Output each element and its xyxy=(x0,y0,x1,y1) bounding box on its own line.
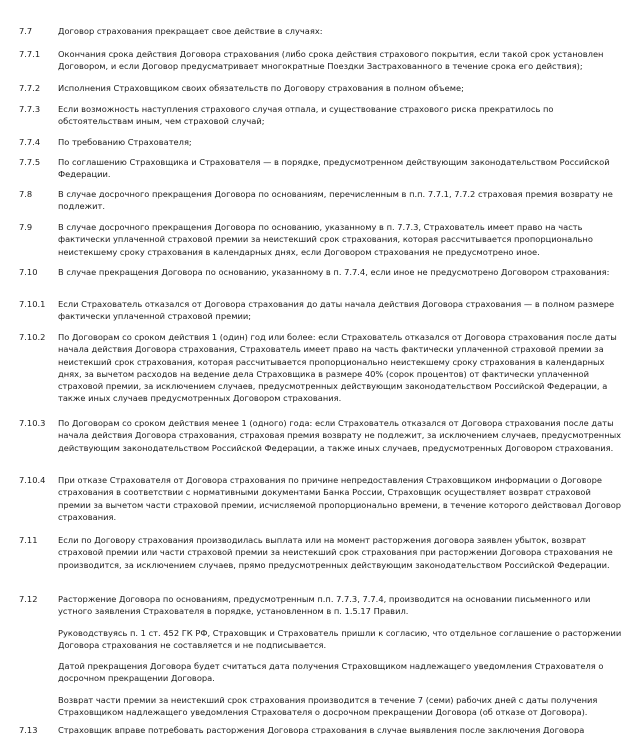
clause-text xyxy=(58,156,625,181)
clause-7-11 xyxy=(0,534,640,571)
clause-number: 7.7.5 xyxy=(19,157,41,167)
clause-number: 7.12 xyxy=(19,594,38,604)
clause-7-8 xyxy=(0,188,640,213)
clause-paragraph: Окончания срока действия Договора страхования (либо срока действия страхового покрытия, если такой срок установлен Договором, и если Договор предусматривает многократные Поездки Застрахованного в течение срока его действия); xyxy=(58,49,604,72)
clause-number: 7.10.3 xyxy=(19,418,46,428)
clause-number: 7.7.2 xyxy=(19,83,41,93)
clause-text xyxy=(58,534,625,571)
clause-7-10-1 xyxy=(0,298,640,323)
clause-7-9 xyxy=(0,221,640,258)
clause-number: 7.13 xyxy=(19,725,38,734)
clause-text xyxy=(58,103,625,128)
clause-number: 7.10.2 xyxy=(19,332,46,342)
clause-7-7-5 xyxy=(0,156,640,181)
clause-paragraph: В случае досрочного прекращения Договора по основаниям, перечисленным в п.п. 7.7.1, 7.7.2 страховая премия возврату не подлежит. xyxy=(58,189,613,212)
clause-number: 7.10.4 xyxy=(19,475,46,485)
clause-paragraph: В случае прекращения Договора по основанию, указанному в п. 7.7.4, если иное не предусмотрено Договором страхования: xyxy=(58,267,610,277)
clause-paragraph: Если возможность наступления страхового случая отпала, и существование страхового риска прекратилось по обстоятельствам иным, чем страховой случай; xyxy=(58,104,554,127)
clause-text xyxy=(58,136,625,148)
clause-paragraph: Датой прекращения Договора будет считаться дата получения Страховщиком надлежащего уведомления Страхователя о досрочном прекращении Договора. xyxy=(58,661,604,684)
clause-paragraph: По требованию Страхователя; xyxy=(58,137,192,147)
clause-7-7-3 xyxy=(0,103,640,128)
clause-7-10-4 xyxy=(0,474,640,523)
clause-number: 7.7.1 xyxy=(19,49,41,59)
clause-paragraph: Страховщик вправе потребовать расторжения Договора страхования в случае выявления после заключения Договора xyxy=(58,725,585,734)
clause-paragraph: Расторжение Договора по основаниям, предусмотренным п.п. 7.7.3, 7.7.4, производится на основании письменного или устного заявления Страхователя в порядке, установленном в п. 1.5.17 Правил. xyxy=(58,594,591,617)
clause-number: 7.8 xyxy=(19,189,33,199)
clause-paragraph: Руководствуясь п. 1 ст. 452 ГК РФ, Страховщик и Страхователь пришли к согласию, что отдельное соглашение о расторжении Договора страхования не составляется и не подписывается. xyxy=(58,627,622,650)
clause-paragraph: Возврат части премии за неистекший срок страхования производится в течение 7 (семи) рабочих дней с даты получения Страховщиком надлежащего уведомления Страхователя о досрочном прекращении Договора (об отказе от Договора). xyxy=(58,694,598,718)
clause-number: 7.7.3 xyxy=(19,104,41,114)
clause-text xyxy=(58,331,625,405)
clause-text xyxy=(58,593,625,718)
clause-text xyxy=(58,474,625,523)
clause-text xyxy=(58,221,625,258)
clause-text xyxy=(58,48,625,73)
clause-7-13 xyxy=(0,724,640,734)
clause-7-10-2 xyxy=(0,331,640,405)
clause-paragraph: По Договорам со сроком действия менее 1 (одного) года: если Страхователь отказался от Договора страхования после даты начала действия Договора страхования, страховая премия возврату не подлежит, за исключением случаев, предусмотренных действующим законодательством Российской Федерации, а также иных случаев, предусмотренных Договором страхования. xyxy=(58,418,622,453)
clause-text xyxy=(58,82,625,94)
clause-7-10-3 xyxy=(0,417,640,454)
clause-7-7-2 xyxy=(0,82,640,94)
clause-paragraph: По Договорам со сроком действия 1 (один) год или более: если Страхователь отказался от Договора страхования после даты начала действия Договора страхования, Страхователь имеет право на часть фактически уплаченной страховой премии за неистекший срок страхования, которая рассчитывается пропорционально неистекшему сроку страхования в календарных днях, за вычетом расходов на ведение дела Страховщика в размере 40% (сорок процентов) от фактически уплаченной страховой премии, за исключением случаев, предусмотренных действующим законодательством Российской Федерации, а также иных случаев предусмотренных Договором страхования. xyxy=(58,332,617,404)
clause-text xyxy=(58,417,625,454)
clause-text xyxy=(58,25,625,37)
clause-text xyxy=(58,298,625,323)
clause-text xyxy=(58,724,625,734)
clause-paragraph: Если Страхователь отказался от Договора страхования до даты начала действия Договора страхования — в полном размере фактически уплаченной страховой премии; xyxy=(58,299,615,322)
clause-number: 7.7.4 xyxy=(19,137,41,147)
clause-paragraph: Исполнения Страховщиком своих обязательств по Договору страхования в полном объеме; xyxy=(58,83,464,93)
clause-number: 7.7 xyxy=(19,26,33,36)
clause-7-7-4 xyxy=(0,136,640,148)
clause-text xyxy=(58,266,625,278)
clause-number: 7.10 xyxy=(19,267,38,277)
clause-text xyxy=(58,188,625,213)
clause-7-7-1 xyxy=(0,48,640,73)
clause-7-10 xyxy=(0,266,640,278)
clause-7-7 xyxy=(0,25,640,37)
clause-paragraph: Договор страхования прекращает свое действие в случаях: xyxy=(58,26,323,36)
clause-number: 7.11 xyxy=(19,535,38,545)
clause-paragraph: Если по Договору страхования производилась выплата или на момент расторжения договора заявлен убыток, возврат страховой премии или части страховой премии за неистекший срок страхования при расторжении Договора страхования не производится, за исключением случаев, прямо предусмотренных действующим законодательством Российской Федерации. xyxy=(58,535,613,570)
clause-paragraph: В случае досрочного прекращения Договора по основанию, указанному в п. 7.7.3, Страхователь имеет право на часть фактически уплаченной страховой премии за неистекший срок страхования, которая рассчитывается пропорционально неистекшему сроку страхования в календарных днях, если Договором страхования не предусмотрено иное. xyxy=(58,222,593,257)
clause-7-12 xyxy=(0,593,640,718)
clause-paragraph: При отказе Страхователя от Договора страхования по причине непредоставления Страховщиком информации о Договоре страхования в соответствии с нормативными документами Банка России, Страховщик осуществляет возврат страховой премии за вычетом части страховой премии, исчисляемой пропорционально времени, в течение которого действовал Договор страхования. xyxy=(58,475,622,522)
clause-number: 7.10.1 xyxy=(19,299,46,309)
clause-paragraph: По соглашению Страховщика и Страхователя — в порядке, предусмотренном действующим законодательством Российской Федерации. xyxy=(58,157,610,180)
clause-number: 7.9 xyxy=(19,222,33,232)
